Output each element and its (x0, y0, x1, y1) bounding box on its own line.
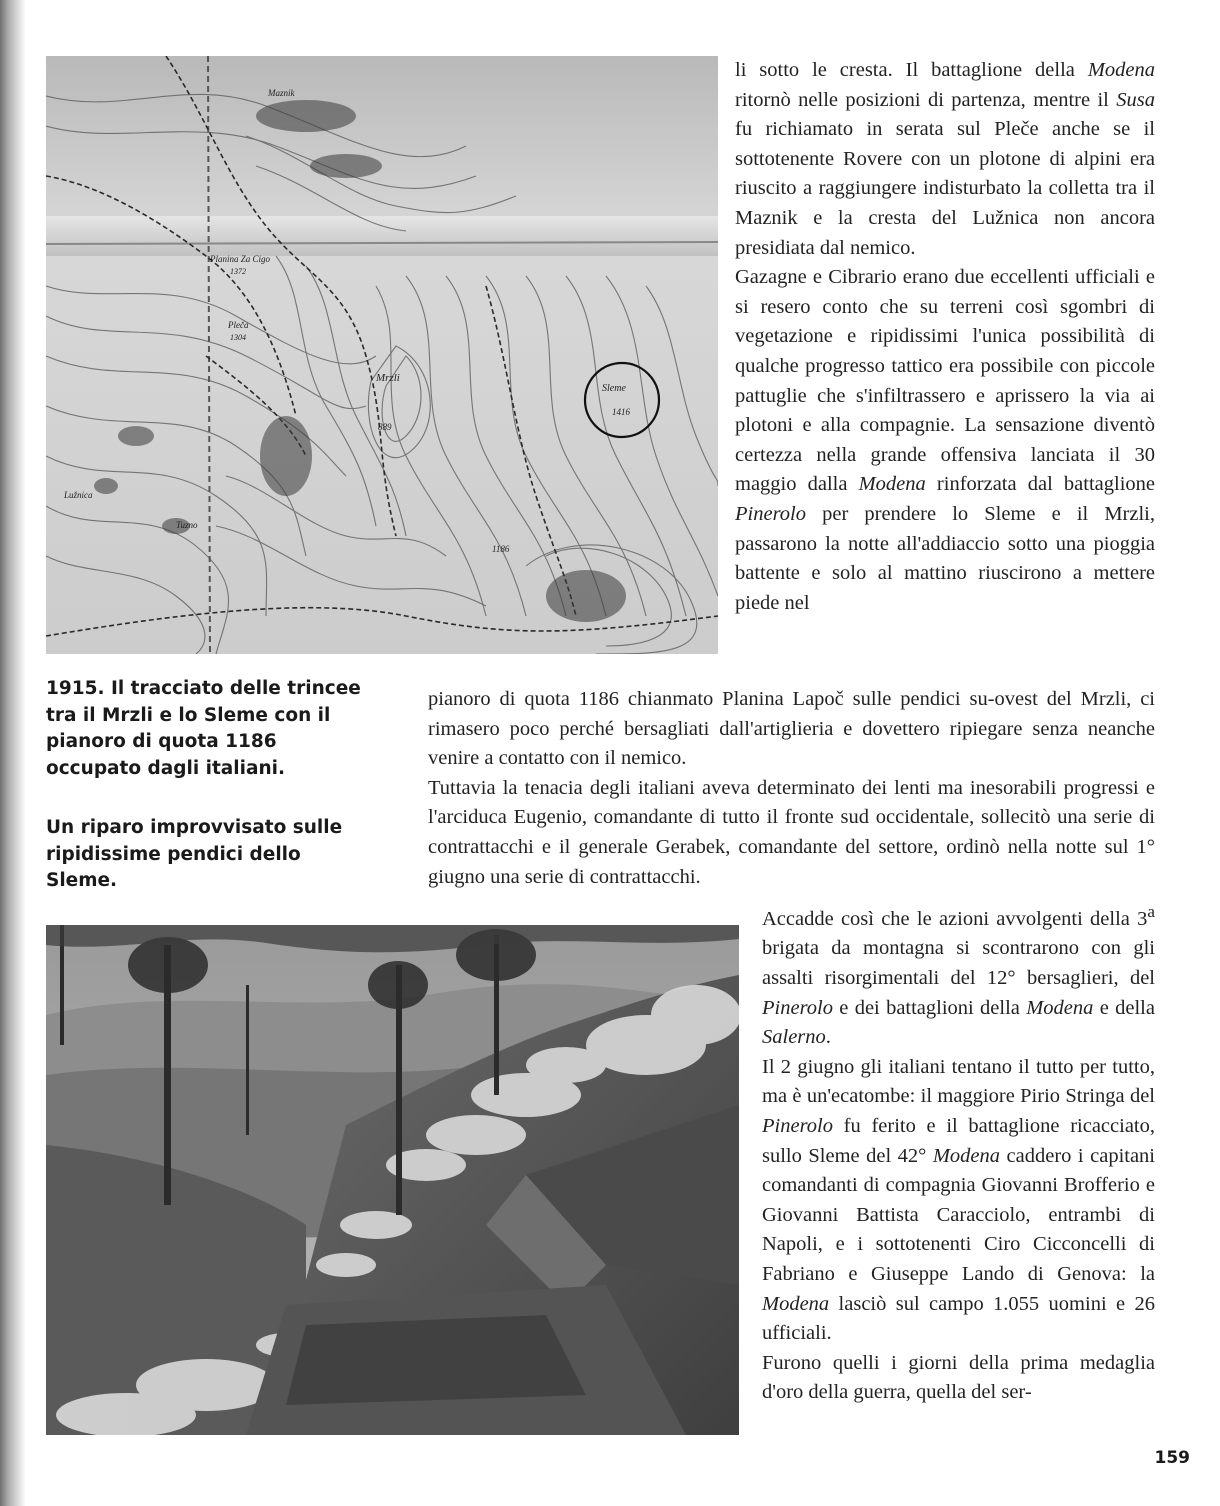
map-caption: 1915. Il tracciato delle trincee tra il Mrzli e lo Sleme con il pianoro di quota 1186 occupato dagli italiani. (46, 678, 361, 779)
map-label-luznica: Lužnica (64, 490, 93, 500)
photo-caption: Un riparo improvvisato sulle ripidissime pendici dello Sleme. (46, 817, 343, 891)
map-label-planina: Planina Za Cigo (210, 254, 271, 264)
paragraph-1: li sotto le cresta. Il battaglione della Modena ritornò nelle posizioni di partenza, mentre il Susa fu richiamato in serata sul Pleče anche se il sottotenente Rovere con un plotone di alpini era riuscito a raggiungere indisturbato la colletta tra il Maznik e la cresta del Lužnica non ancora presidiata dal nemico. (735, 59, 1155, 259)
page-binding-shadow (0, 0, 26, 1506)
map-label-1372: 1372 (230, 267, 246, 276)
map-label-mrzli: Mrzli (376, 372, 400, 384)
paragraph-6: Furono quelli i giorni della prima medaglia d'oro della guerra, quella del ser- (762, 1351, 1155, 1404)
paragraph-2-continued: pianoro di quota 1186 chianmato Planina Lapoč sulle pendici su-ovest del Mrzli, ci rimasero poco perché bersagliati dall'artiglieria e dovettero ripiegare senza neanche venire a contatto con il nemico. (428, 688, 1155, 770)
paragraph-3: Tuttavia la tenacia degli italiani aveva determinato dei lenti ma inesorabili progressi e l'arciduca Eugenio, comandante di tutto il fronte sud occidentale, sollecitò una serie di contrattacchi e il generale Gerabek, comandante del settore, ordinò nella notte sul 1° giugno una serie di contrattacchi. (428, 776, 1155, 888)
article-block-middle (428, 685, 1155, 892)
paragraph-5: Il 2 giugno gli italiani tentano il tutto per tutto, ma è un'ecatombe: il maggiore Pirio Stringa del Pinerolo fu ferito e il battaglione ricacciato, sullo Sleme del 42° Modena caddero i capitani comandanti di compagnia Giovanni Brofferio e Giovanni Battista Caracciolo, entrambi di Napoli, e i sottotenenti Ciro Cicconcelli di Fabriano e Giuseppe Lando di Genova: la Modena lasciò sul campo 1.055 uomini e 26 ufficiali. (762, 1055, 1155, 1345)
paragraph-2: Gazagne e Cibrario erano due eccellenti ufficiali e si resero conto che su terreni così sgombri di vegetazione e ripidissimi l'unica possibilità di qualche progresso tattico era possibile con piccole pattuglie che s'infiltrassero e aprissero la via ai plotoni e alla compagnie. La sensazione diventò certezza nella grande offensiva lanciata il 30 maggio dalla Modena rinforzata dal battaglione Pinerolo per prendere lo Sleme e il Mrzli, passarono la notte all'addiaccio sotto una pioggia battente e solo al mattino riuscirono a mettere piede nel (735, 266, 1155, 614)
map-label-pleca: Pleča (228, 320, 249, 330)
map-label-889: 889 (378, 422, 392, 432)
map-label-1416: 1416 (612, 407, 630, 417)
article-column-top (735, 56, 1155, 618)
map-label-sleme: Sleme (602, 383, 626, 394)
map-label-maznik: Maznik (268, 88, 295, 98)
map-label-1304: 1304 (230, 333, 246, 342)
map-label-tuzno: Tuzno (176, 520, 198, 530)
trench-map-photo (46, 56, 718, 654)
mountain-shelter-photo (46, 925, 739, 1435)
paragraph-4: Accadde così che le azioni avvolgenti della 3$^a$ brigata da montagna si scontrarono con gli assalti risorgimentali del 12° bersaglieri, del Pinerolo e dei battaglioni della Modena e della Salerno. (762, 902, 1155, 1049)
article-column-bottom (762, 897, 1155, 1408)
map-label-1186: 1186 (492, 544, 510, 554)
map-drawing (46, 56, 718, 654)
page-number: 159 (1154, 1448, 1190, 1468)
photo-drawing (46, 925, 739, 1435)
